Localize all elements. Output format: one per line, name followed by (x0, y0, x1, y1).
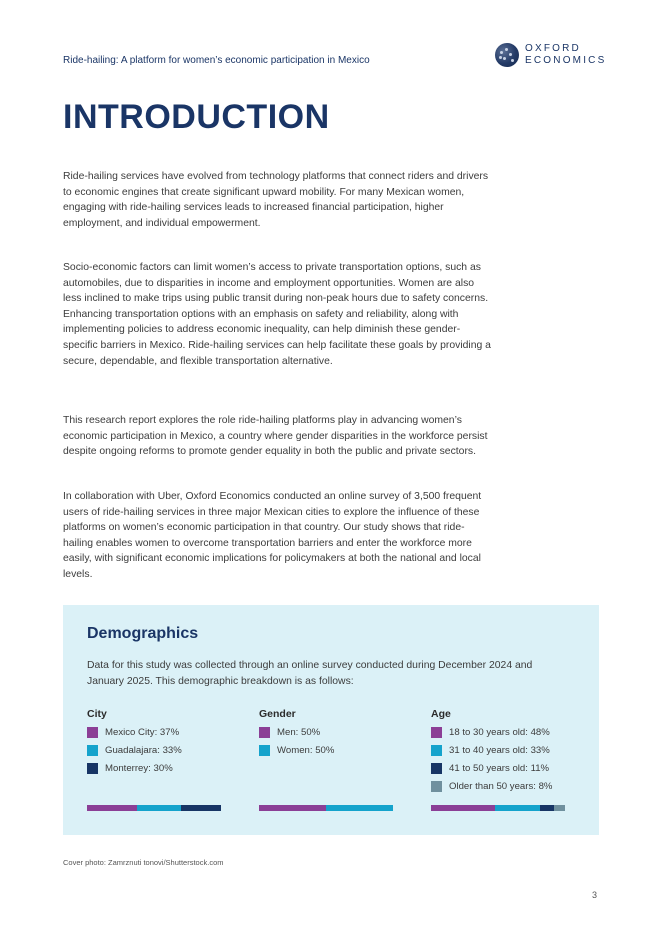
page-title: INTRODUCTION (63, 98, 330, 136)
legend-item (87, 727, 222, 745)
bar-segment (137, 805, 181, 811)
page-number: 3 (592, 890, 598, 900)
legend-swatch (87, 745, 98, 756)
legend-label: Guadalajara: 33% (105, 745, 182, 756)
report-header-title: Ride-hailing: A platform for women’s economic participation in Mexico (63, 55, 370, 66)
legend-swatch (431, 781, 442, 792)
legend-swatch (259, 727, 270, 738)
paragraph-3: This research report explores the role ride-hailing platforms play in advancing women’s economic participation in Mexico, a country where gender disparities in the workforce persist despite ongoing reforms to promote gender equality in both the public and private sectors. (63, 415, 488, 458)
demographics-intro: Data for this study was collected through an online survey conducted during December 2024 and January 2025. This demographic breakdown is as follows: (87, 660, 533, 687)
bar-segment (431, 805, 495, 811)
logo-wordmark (525, 43, 606, 67)
city-title: City (87, 708, 107, 720)
paragraph-2: Socio-economic factors can limit women’s access to private transportation options, such as automobiles, due to disparities in income and employment opportunities. Women are also less inclined to make trips using public transit during non-peak hours due to safety concerns. Enhancing transportation options with an emphasis on safety and reliability, along with implementing policies to address economic inequality, can help diminish these gender-specific barriers in Mexico. Ride-hailing services can help facilitate these goals by providing a secure, dependable, and flexible transportation alternative. (63, 262, 491, 367)
legend-item (431, 781, 566, 799)
legend-label: Mexico City: 37% (105, 727, 180, 738)
city-stacked-bar (87, 805, 221, 811)
legend-label: 31 to 40 years old: 33% (449, 745, 550, 756)
city-column (87, 708, 222, 781)
age-stacked-bar (431, 805, 565, 811)
demographics-panel (63, 605, 599, 835)
legend-item (259, 745, 394, 763)
legend-label: Monterrey: 30% (105, 763, 173, 774)
legend-swatch (87, 727, 98, 738)
legend-swatch (431, 763, 442, 774)
bar-segment (540, 805, 555, 811)
gender-title: Gender (259, 708, 296, 720)
gender-column (259, 708, 394, 763)
bar-segment (554, 805, 565, 811)
legend-item (431, 763, 566, 781)
legend-item (259, 727, 394, 745)
gender-stacked-bar (259, 805, 393, 811)
logo-line-1: OXFORD (525, 43, 581, 54)
legend-swatch (259, 745, 270, 756)
photo-credit: Cover photo: Zamrznuti tonovi/Shutterstock.com (63, 858, 224, 867)
globe-icon (495, 43, 519, 67)
paragraph-4: In collaboration with Uber, Oxford Economics conducted an online survey of 3,500 frequent users of ride-hailing services in three major Mexican cities to explore the influence of these platforms on women’s economic participation in that country. Our study shows that ride-hailing enables women to overcome transportation barriers and enter the workforce more easily, with significant economic implications for policymakers at both the national and local levels. (63, 491, 482, 580)
legend-swatch (431, 745, 442, 756)
age-column (431, 708, 566, 799)
legend-item (431, 727, 566, 745)
legend-label: Older than 50 years: 8% (449, 781, 553, 792)
legend-swatch (87, 763, 98, 774)
legend-label: Women: 50% (277, 745, 335, 756)
legend-label: Men: 50% (277, 727, 321, 738)
legend-item (87, 763, 222, 781)
bar-segment (495, 805, 539, 811)
legend-item (431, 745, 566, 763)
logo-line-2: ECONOMICS (525, 55, 607, 66)
legend-label: 18 to 30 years old: 48% (449, 727, 550, 738)
bar-segment (181, 805, 221, 811)
paragraph-1: Ride-hailing services have evolved from technology platforms that connect riders and drivers to economic engines that create significant upward mobility. For many Mexican women, engaging with ride-hailing services leads to increased financial participation, higher employment, and individual empowerment. (63, 171, 489, 229)
age-title: Age (431, 708, 451, 720)
bar-segment (259, 805, 326, 811)
legend-swatch (431, 727, 442, 738)
legend-label: 41 to 50 years old: 11% (449, 763, 550, 774)
legend-item (87, 745, 222, 763)
bar-segment (87, 805, 137, 811)
bar-segment (326, 805, 393, 811)
demographics-title: Demographics (87, 625, 199, 642)
oxford-economics-logo (495, 43, 605, 69)
